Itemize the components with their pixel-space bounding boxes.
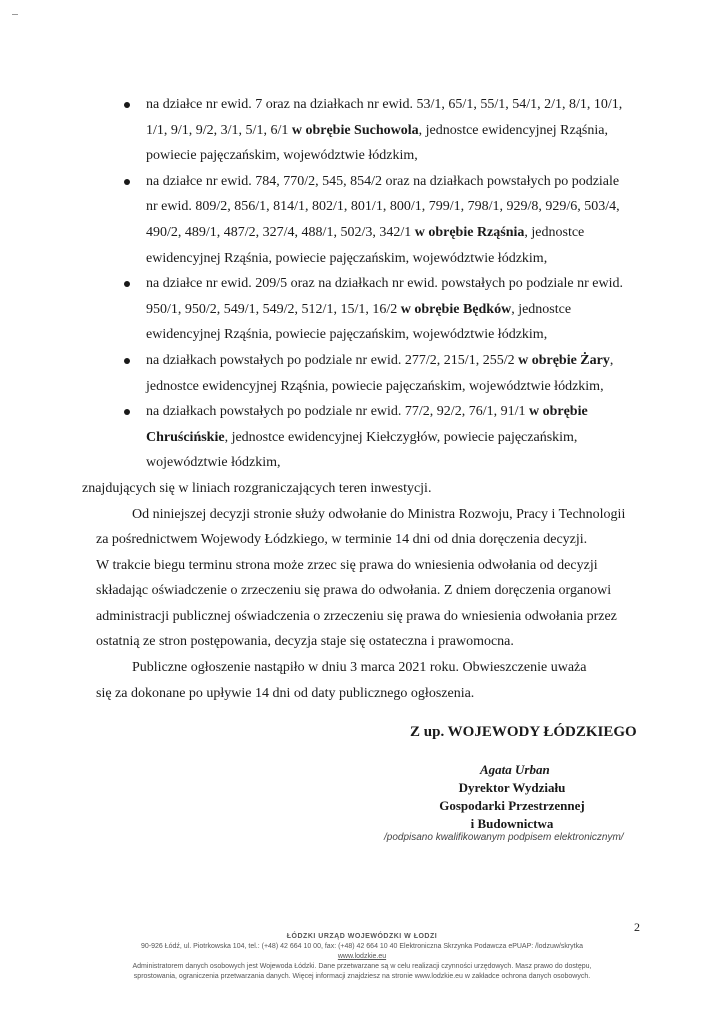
parcel-text: powiecie pajęczańskim, województwie łódzkim, bbox=[146, 148, 418, 164]
parcel-text: , jednostce ewidencyjnej Rząśnia, bbox=[418, 122, 608, 138]
precinct-name: w obrębie Suchowola bbox=[291, 122, 419, 138]
bullet-icon bbox=[124, 281, 130, 287]
parcel-list-item bbox=[96, 271, 656, 348]
footer bbox=[0, 932, 724, 982]
appeal-line: W trakcie biegu terminu strona może zrzec się prawa do wniesienia odwołania od decyzji bbox=[96, 557, 598, 573]
parcel-line bbox=[146, 271, 656, 297]
parcel-text: jednostce ewidencyjnej Rząśnia, powiecie pajęczańskim, województwie łódzkim, bbox=[146, 378, 604, 394]
parcel-text: , jednostce ewidencyjnej Kiełczygłów, powiecie pajęczańskim, bbox=[224, 429, 578, 445]
signatory-role-line: i Budownictwa bbox=[470, 816, 554, 831]
signatory-role-line: Dyrektor Wydziału bbox=[458, 780, 566, 795]
signature-note: /podpisano kwalifikowanym podpisem elektronicznym/ bbox=[384, 832, 624, 843]
parcel-line bbox=[146, 246, 656, 272]
parcel-text: na działce nr ewid. 784, 770/2, 545, 854/2 oraz na działkach powstałych po podziale bbox=[146, 173, 620, 189]
precinct-name: w obrębie bbox=[528, 404, 588, 420]
appeal-line: administracji publicznej oświadczenia o zrzeczeniu się prawa do wniesienia odwołania przez bbox=[96, 608, 617, 624]
precinct-name: Chruścińskie bbox=[146, 429, 225, 445]
parcel-line bbox=[146, 322, 656, 348]
parcel-line bbox=[146, 143, 656, 169]
parcel-line bbox=[146, 169, 656, 195]
parcel-text: 950/1, 950/2, 549/1, 549/2, 512/1, 15/1, 16/2 bbox=[146, 301, 401, 317]
parcel-line bbox=[146, 194, 656, 220]
parcel-list-item bbox=[96, 348, 656, 399]
announcement-line: się za dokonane po upływie 14 dni od daty publicznego ogłoszenia. bbox=[96, 685, 475, 701]
footer-gdpr-line: sprostowania, ograniczenia przetwarzania danych. Więcej informacji znajdziesz na stronie www.lodzkie.eu w zakładce ochrona danych osobowych. bbox=[133, 973, 591, 980]
parcel-text: ewidencyjnej Rząśnia, powiecie pajęczańskim, województwie łódzkim, bbox=[146, 327, 548, 343]
parcel-line bbox=[146, 92, 656, 118]
appeal-paragraph bbox=[96, 502, 656, 656]
parcel-text: ewidencyjnej Rząśnia, powiecie pajęczańskim, województwie łódzkim, bbox=[146, 250, 548, 266]
bullet-icon bbox=[124, 102, 130, 108]
announcement-line: Publiczne ogłoszenie nastąpiło w dniu 3 marca 2021 roku. Obwieszczenie uważa bbox=[132, 660, 587, 676]
bullet-icon bbox=[124, 409, 130, 415]
signature-on-behalf: Z up. WOJEWODY ŁÓDZKIEGO bbox=[410, 724, 637, 740]
parcel-text: 490/2, 489/1, 487/2, 327/4, 488/1, 502/3, 342/1 bbox=[146, 224, 415, 240]
parcel-line bbox=[146, 374, 656, 400]
parcel-list-item bbox=[96, 169, 656, 271]
footer-office: ŁÓDZKI URZĄD WOJEWÓDZKI W ŁODZI bbox=[286, 933, 438, 940]
parcel-text: , bbox=[609, 352, 614, 368]
parcel-line bbox=[146, 348, 656, 374]
precinct-name: w obrębie Żary bbox=[518, 352, 610, 368]
appeal-line: ostatnią ze stron postępowania, decyzja staje się ostateczna i prawomocna. bbox=[96, 634, 514, 650]
parcel-text: , jednostce bbox=[511, 301, 572, 317]
signatory-role-line: Gospodarki Przestrzennej bbox=[439, 798, 585, 813]
parcel-list bbox=[96, 92, 656, 476]
parcel-line bbox=[146, 220, 656, 246]
appeal-line: składając oświadczenie o zrzeczeniu się prawa do odwołania. Z dniem doręczenia organowi bbox=[96, 583, 612, 599]
scan-mark bbox=[12, 14, 18, 15]
parcel-text: nr ewid. 809/2, 856/1, 814/1, 802/1, 801/1, 800/1, 799/1, 798/1, 929/8, 929/6, 503/4, bbox=[146, 199, 620, 215]
bullet-icon bbox=[124, 358, 130, 364]
parcel-line bbox=[146, 399, 656, 425]
parcel-text: na działce nr ewid. 209/5 oraz na działkach nr ewid. powstałych po podziale nr ewid. bbox=[146, 276, 623, 292]
parcel-text: 1/1, 9/1, 9/2, 3/1, 5/1, 6/1 bbox=[146, 122, 292, 138]
parcel-text: na działce nr ewid. 7 oraz na działkach nr ewid. 53/1, 65/1, 55/1, 54/1, 2/1, 8/1, 10/1, bbox=[146, 97, 623, 112]
signatory-name: Agata Urban bbox=[480, 762, 550, 777]
footer-website-link[interactable]: www.lodzkie.eu bbox=[337, 953, 387, 960]
after-bullets-text: znajdujących się w liniach rozgraniczających teren inwestycji. bbox=[82, 480, 432, 496]
parcel-line bbox=[146, 297, 656, 323]
parcel-list-item bbox=[96, 399, 656, 476]
page-number: 2 bbox=[634, 920, 640, 934]
parcel-list-item bbox=[96, 92, 656, 169]
appeal-line: za pośrednictwem Wojewody Łódzkiego, w terminie 14 dni od dnia doręczenia decyzji. bbox=[96, 532, 588, 548]
parcel-text: na działkach powstałych po podziale nr ewid. 77/2, 92/2, 76/1, 91/1 bbox=[146, 404, 529, 420]
document-body bbox=[82, 92, 656, 706]
appeal-line: Od niniejszej decyzji stronie służy odwołanie do Ministra Rozwoju, Pracy i Technologii bbox=[132, 506, 626, 522]
parcel-text: , jednostce bbox=[524, 224, 585, 240]
bullet-icon bbox=[124, 179, 130, 185]
parcel-line bbox=[146, 450, 656, 476]
footer-address: 90-926 Łódź, ul. Piotrkowska 104, tel.: (+48) 42 664 10 00, fax: (+48) 42 664 10 40 Elektroniczna Skrzynka Podawcza ePUAP: /lodzuw/skrytka bbox=[140, 943, 584, 950]
parcel-line bbox=[146, 118, 656, 144]
precinct-name: w obrębie Będków bbox=[400, 301, 512, 317]
parcel-text: na działkach powstałych po podziale nr ewid. 277/2, 215/1, 255/2 bbox=[146, 352, 519, 368]
parcel-line bbox=[146, 425, 656, 451]
footer-gdpr-line: Administratorem danych osobowych jest Wojewoda Łódzki. Dane przetwarzane są w celu realizacji czynności urzędowych. Masz prawo do dostępu, bbox=[132, 963, 592, 970]
parcel-text: województwie łódzkim, bbox=[146, 455, 281, 471]
announcement-paragraph bbox=[96, 655, 656, 706]
precinct-name: w obrębie Rząśnia bbox=[414, 224, 525, 240]
